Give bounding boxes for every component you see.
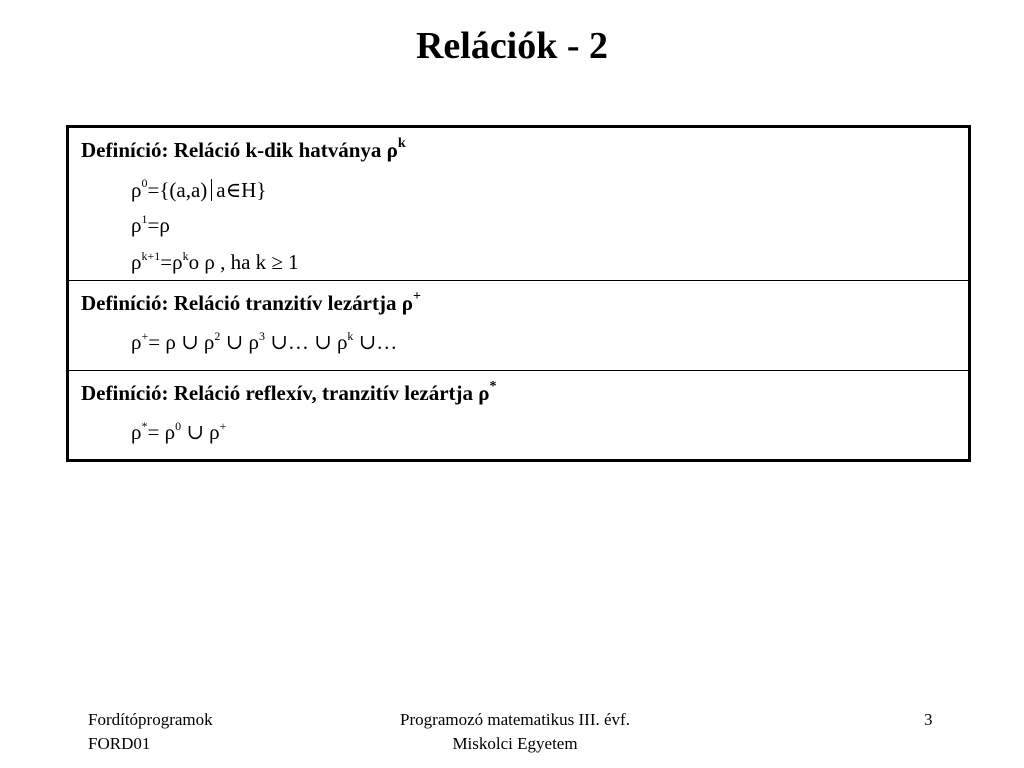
footer-program: Programozó matematikus III. évf. Miskolci Egyetem bbox=[400, 710, 630, 753]
definitions-table bbox=[66, 125, 971, 462]
definition-heading: Definíció: Reláció reflexív, tranzitív lezártja ρ* bbox=[81, 379, 497, 405]
definition-heading: Definíció: Reláció tranzitív lezártja ρ+ bbox=[81, 289, 421, 315]
page-number: 3 bbox=[924, 710, 933, 729]
definition-heading: Definíció: Reláció k-dik hatványa $\rho^k$ bbox=[81, 136, 406, 162]
definition-power bbox=[69, 128, 968, 280]
definition-reflexive-transitive-closure bbox=[69, 370, 968, 459]
definition-transitive-closure bbox=[69, 280, 968, 370]
divider-bar bbox=[211, 179, 212, 201]
formula-line: $\rho^*= \rho^0$ ∪ ρ+ bbox=[131, 419, 227, 444]
formula-line: $\rho^{k+1}=\rho^ko$ ρ , ha k ≥ 1 bbox=[131, 249, 299, 274]
formula-line: ρ+= ρ ∪ $\rho^2$ ∪ $\rho^3$ ∪… ∪ $\rho^k$ ∪… bbox=[131, 329, 398, 354]
formula-line: $\rho^0=\{(a,a)$ a∈H} bbox=[131, 176, 267, 202]
formula-line: $\rho^1=\rho$ bbox=[131, 212, 170, 237]
slide-title: Relációk - 2 bbox=[415, 25, 609, 67]
footer-course: Fordítóprogramok FORD01 bbox=[88, 710, 213, 753]
